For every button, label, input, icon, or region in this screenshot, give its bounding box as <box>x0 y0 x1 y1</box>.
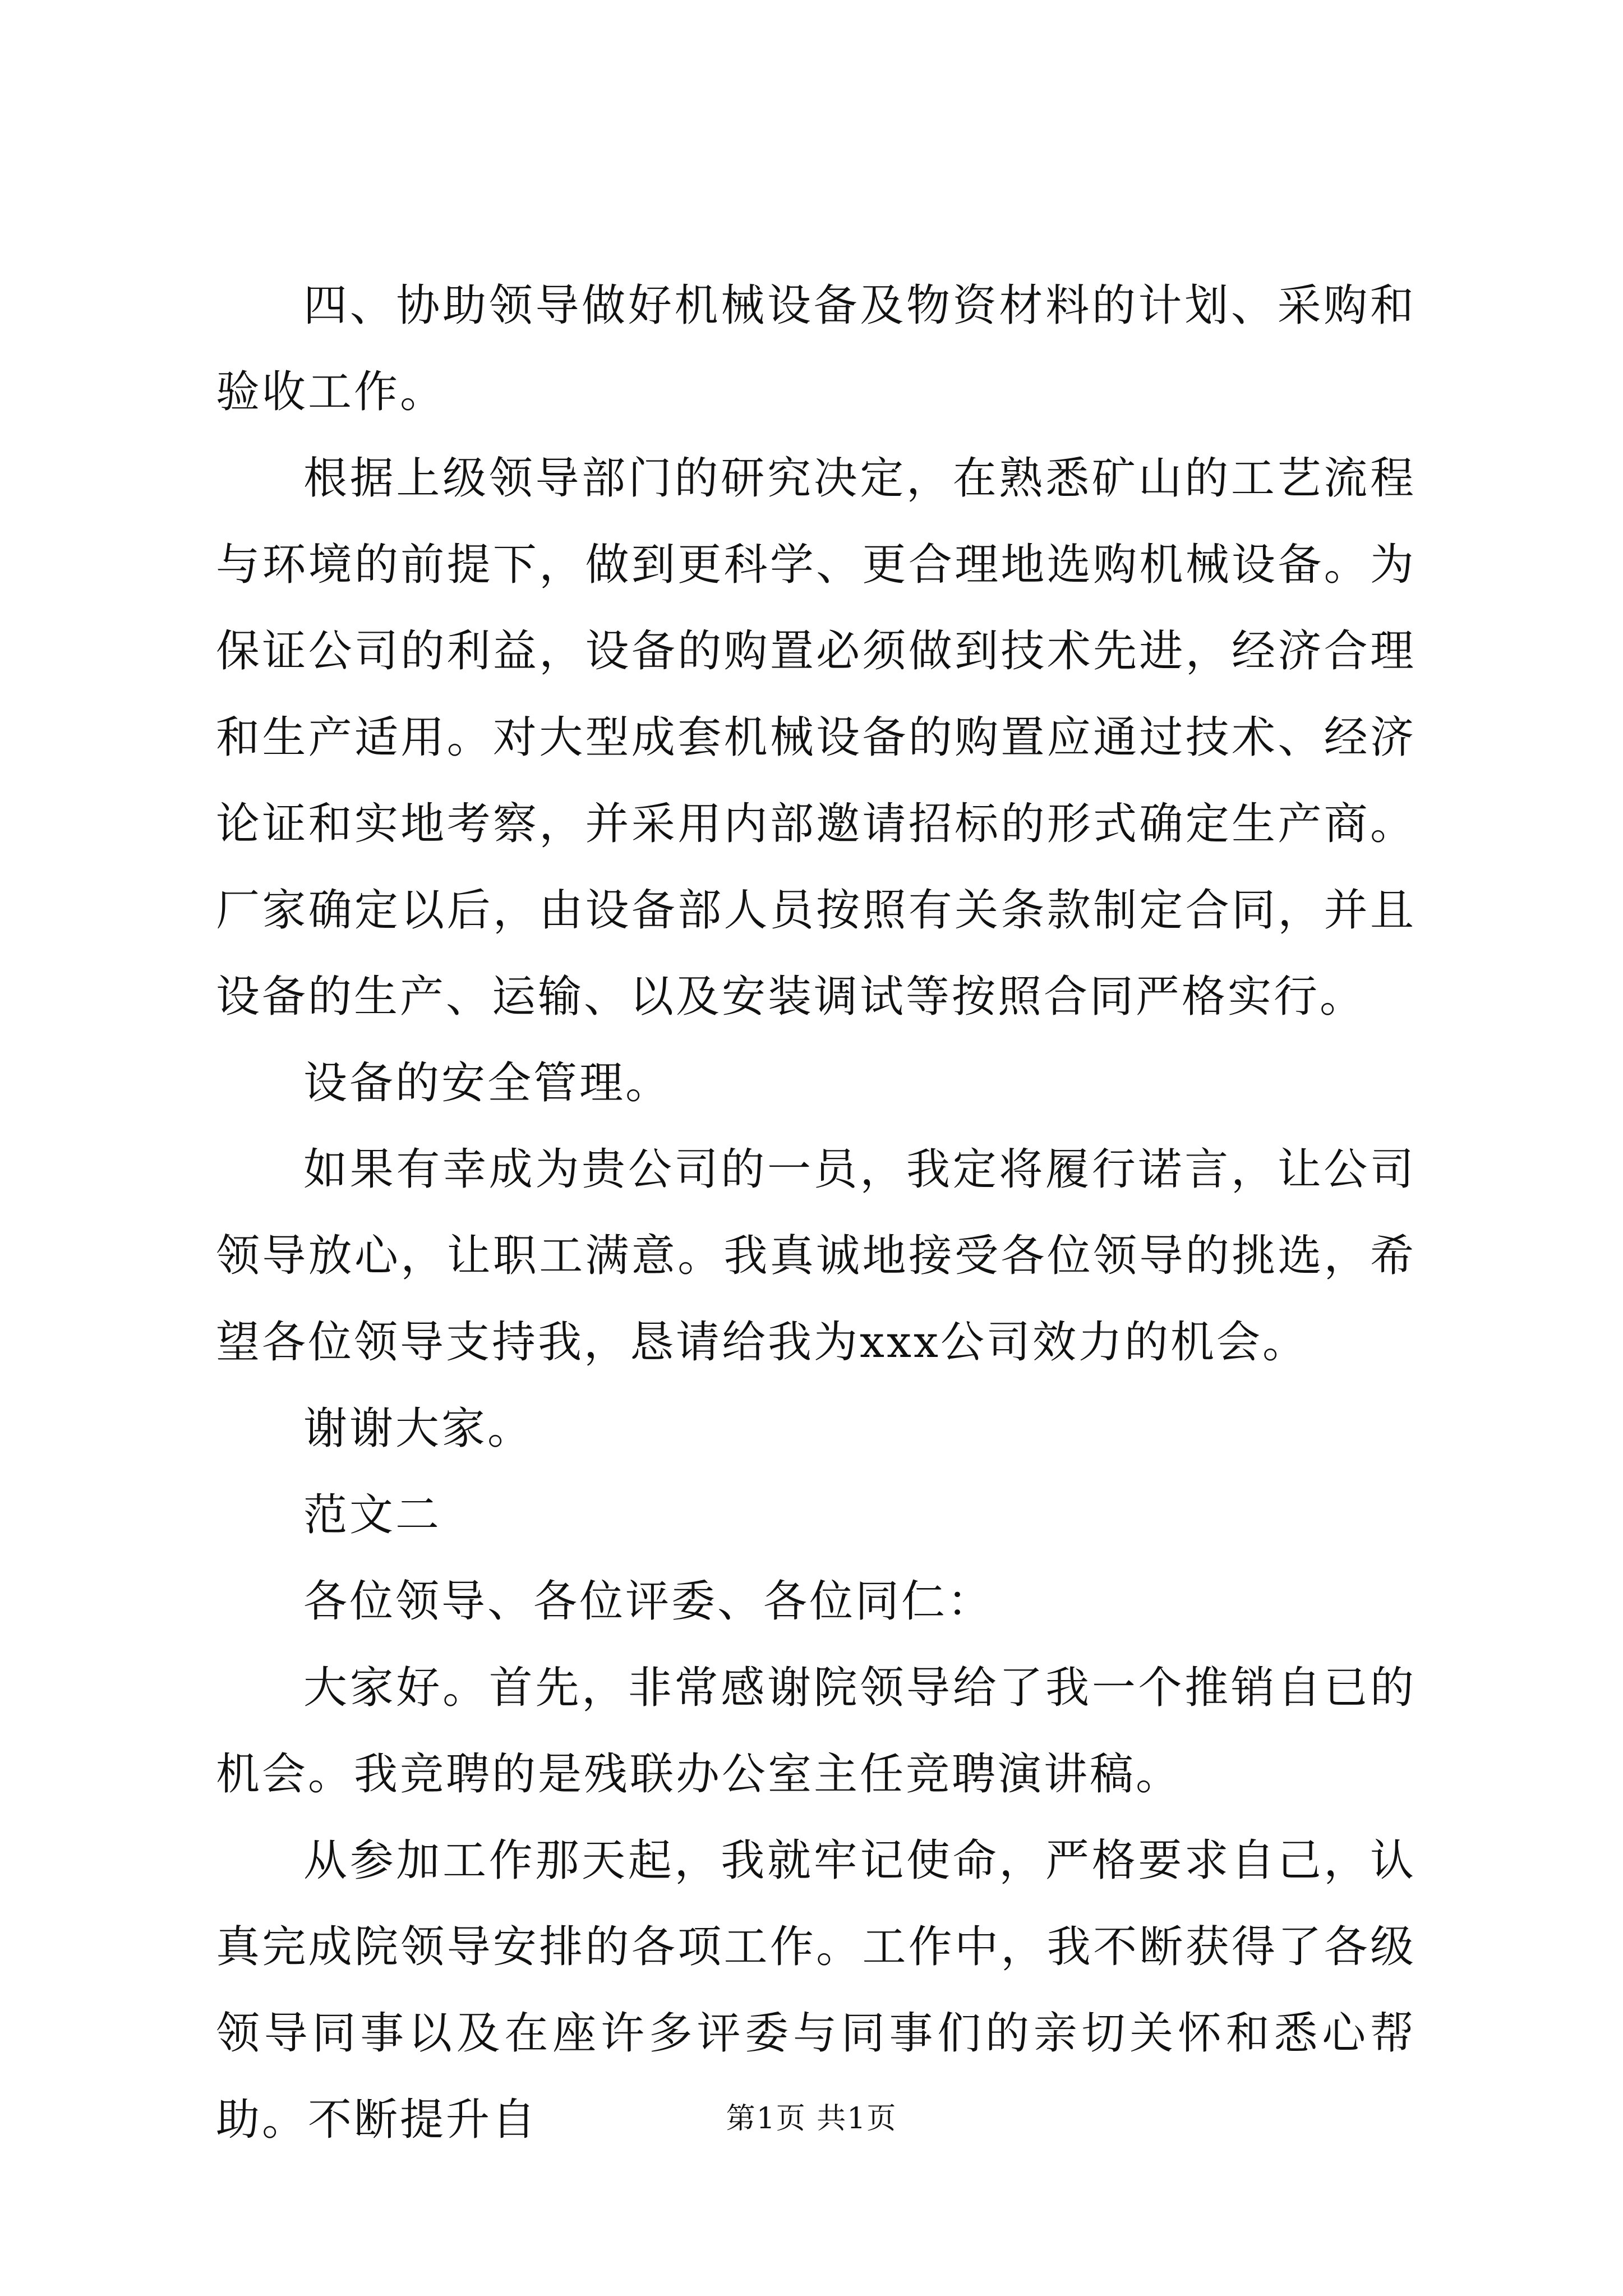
paragraph-sample-two-title: 范文二 <box>303 1490 442 1540</box>
page-footer: 第1页 共1页 <box>726 2102 897 2136</box>
paragraph-salutation: 各位领导、各位评委、各位同仁： <box>303 1576 994 1627</box>
paragraph-safety-management: 设备的安全管理。 <box>303 1058 672 1108</box>
paragraph-work-history: 从参加工作那天起，我就牢记使命，严格要求自己，认真完成院领导安排的各项工作。工作中，我不断获得了各级领导同事以及在座许多评委与同事们的亲切关怀和悉心帮助。不断提升自 <box>216 1835 1416 2145</box>
paragraph-procurement-heading: 四、协助领导做好机械设备及物资材料的计划、采购和验收工作。 <box>216 280 1416 417</box>
document-body <box>216 263 1416 2163</box>
paragraph-opening: 大家好。首先，非常感谢院领导给了我一个推销自已的机会。我竞聘的是残联办公室主任竞聘演讲稿。 <box>216 1663 1416 1800</box>
paragraph-procurement-details: 根据上级领导部门的研究决定，在熟悉矿山的工艺流程与环境的前提下，做到更科学、更合理地选购机械设备。为保证公司的利益，设备的购置必须做到技术先进，经济合理和生产适用。对大型成套机械设备的购置应通过技术、经济论证和实地考察，并采用内部邀请招标的形式确定生产商。厂家确定以后，由设备部人员按照有关条款制定合同，并且设备的生产、运输、以及安装调试等按照合同严格实行。 <box>216 453 1416 1022</box>
paragraph-commitment: 如果有幸成为贵公司的一员，我定将履行诺言，让公司领导放心，让职工满意。我真诚地接受各位领导的挑选，希望各位领导支持我，恳请给我为xxx公司效力的机会。 <box>216 1144 1416 1368</box>
paragraph-thanks: 谢谢大家。 <box>303 1404 534 1454</box>
